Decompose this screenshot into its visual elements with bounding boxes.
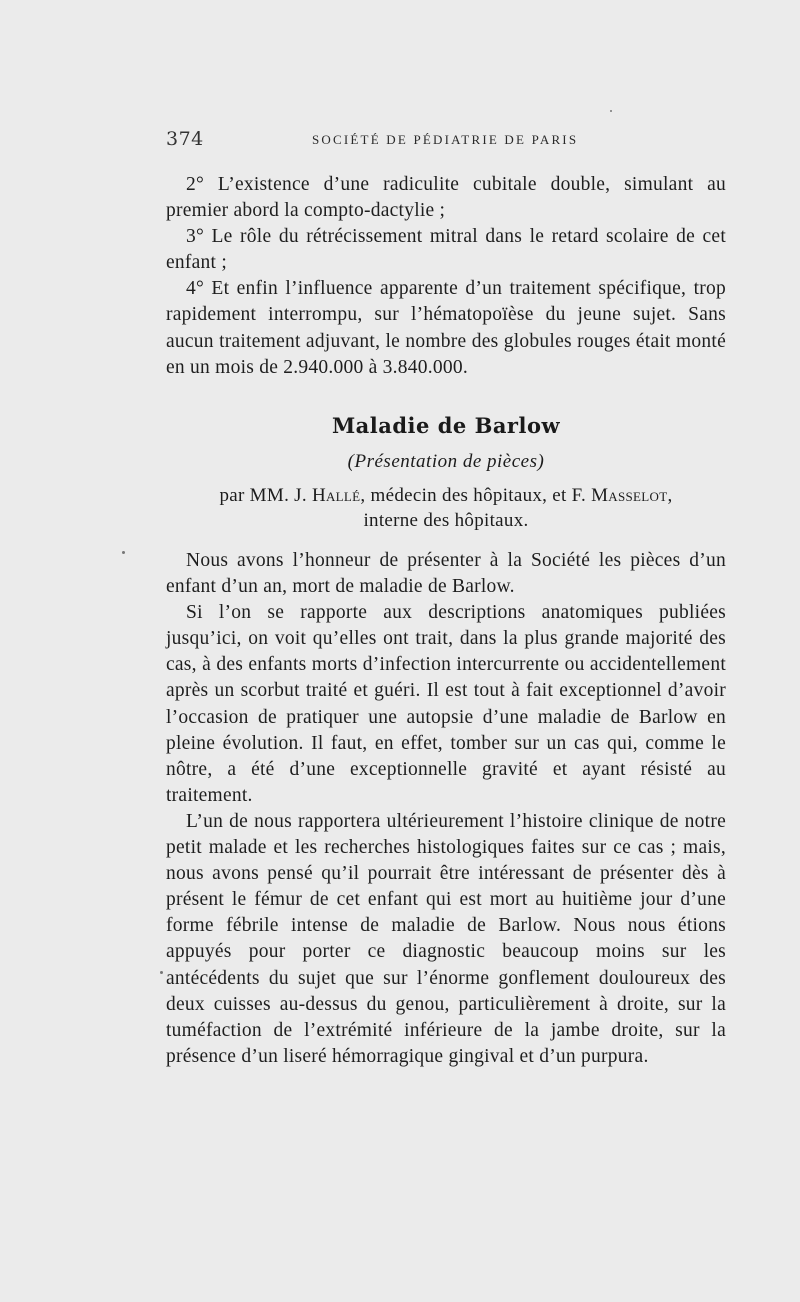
body-paragraph-1: Nous avons l’honneur de présenter à la Société les pièces d’un enfant d’un an, mort de maladie de Barlow. <box>166 550 726 598</box>
byline-role-2: , <box>667 485 673 506</box>
article-byline <box>166 483 726 533</box>
page-header <box>166 128 726 154</box>
paper-speck <box>122 551 125 554</box>
body-paragraph-3: L’un de nous rapportera ultérieurement l’histoire clinique de notre petit malade et les recherches histologiques faites sur ce cas ; mais, nous avons pensé qu’il pourrait être intéressant de présenter dès à présent le fémur de cet enfant qui est mort au huitième jour d’une forme fébrile intense de maladie de Barlow. Nous nous étions appuyés pour porter ce diagnostic beaucoup moins sur les antécédents du sujet que sur l’énorme gonflement douloureux des deux cuisses au-dessus du genou, particulièrement à droite, sur la tuméfaction de l’extrémité inférieure de la jambe droite, sur la présence d’un liseré hémorragique gingival et d’un purpura. <box>166 810 726 1067</box>
running-head: SOCIÉTÉ DE PÉDIATRIE DE PARIS <box>312 132 579 147</box>
author-masselot: Masselot <box>591 485 668 506</box>
body-paragraph-2: Si l’on se rapporte aux descriptions anatomiques publiées jusqu’ici, on voit qu’elles ont trait, dans la plus grande majorité des cas, à des enfants morts d’infection intercurrente ou accidentellement après un scorbut traité et guéri. Il est tout à fait exceptionnel d’avoir l’occasion de pratiquer une autopsie d’une maladie de Barlow en pleine évolution. Il faut, en effet, tomber sur un cas qui, comme le nôtre, a été d’une exceptionnelle gravité et ayant résisté au traitement. <box>166 602 726 806</box>
article-title: Maladie de Barlow <box>331 413 561 438</box>
intro-paragraph-3: 3° Le rôle du rétrécissement mitral dans le retard scolaire de cet enfant ; <box>166 226 726 274</box>
paper-speck <box>160 971 163 974</box>
byline-prefix: par MM. J. <box>219 485 312 506</box>
intro-text <box>166 172 726 381</box>
article-body <box>166 548 726 1070</box>
byline-role-1: , médecin des hôpitaux, et F. <box>360 485 592 506</box>
page-number: 374 <box>166 128 204 150</box>
byline-line-2: interne des hôpitaux. <box>363 510 529 531</box>
article-subtitle: (Présentation de pièces) <box>347 451 545 472</box>
byline-line-1 <box>166 483 726 508</box>
author-halle: Hallé <box>311 485 361 506</box>
intro-paragraph-2: 2° L’existence d’une radiculite cubitale double, simulant au premier abord la compto-dactylie ; <box>166 174 726 222</box>
intro-paragraph-4: 4° Et enfin l’influence apparente d’un traitement spécifique, trop rapidement interrompu, sur l’hématopoïèse du jeune sujet. Sans aucun traitement adjuvant, le nombre des globules rouges était monté en un mois de 2.940.000 à 3.840.000. <box>166 278 726 378</box>
paper-speck <box>610 110 612 112</box>
